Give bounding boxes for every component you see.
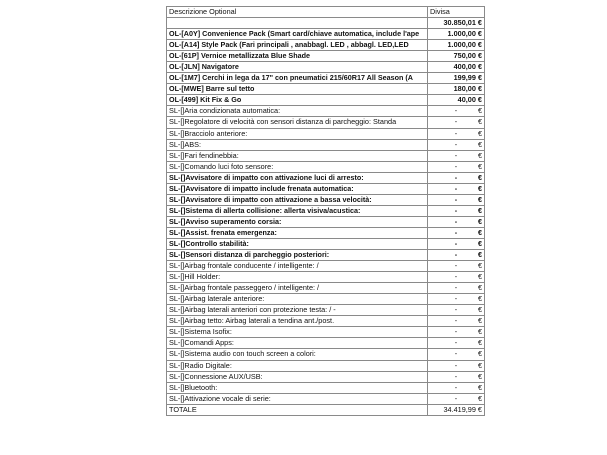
row-value-dash: - xyxy=(454,117,458,127)
row-currency-symbol: € xyxy=(477,106,482,116)
row-description: SL-[]Sistema Isofix: xyxy=(167,327,428,338)
row-value-dash: - xyxy=(454,349,458,359)
table-row xyxy=(167,205,485,216)
row-description: SL-[]ABS: xyxy=(167,139,428,150)
row-description: SL-[]Avvisatore di impatto include frenata automatica: xyxy=(167,183,428,194)
row-value-dash: - xyxy=(454,227,458,237)
row-value xyxy=(428,382,485,393)
row-description: SL-[]Airbag frontale passeggero / intelligente: / xyxy=(167,283,428,294)
row-description: SL-[]Attivazione vocale di serie: xyxy=(167,393,428,404)
row-value-dash: - xyxy=(454,393,458,403)
row-description: SL-[]Regolatore di velocità con sensori distanza di parcheggio: Standa xyxy=(167,117,428,128)
row-description: OL-[499] Kit Fix & Go xyxy=(167,95,428,106)
row-description: OL-[61P] Vernice metallizzata Blue Shade xyxy=(167,51,428,62)
row-currency-symbol: € xyxy=(477,238,482,248)
row-description: SL-[]Comandi Apps: xyxy=(167,338,428,349)
table-row xyxy=(167,106,485,117)
row-value-dash: - xyxy=(454,128,458,138)
row-value: 199,99 € xyxy=(428,73,485,84)
row-currency-symbol: € xyxy=(477,382,482,392)
row-value xyxy=(428,161,485,172)
table-row xyxy=(167,139,485,150)
row-description: SL-[]Airbag frontale conducente / intelligente: / xyxy=(167,261,428,272)
table-row xyxy=(167,51,485,62)
row-description: SL-[]Radio Digitale: xyxy=(167,360,428,371)
table-row xyxy=(167,117,485,128)
row-currency-symbol: € xyxy=(477,316,482,326)
row-value xyxy=(428,327,485,338)
row-description: SL-[]Bluetooth: xyxy=(167,382,428,393)
row-value-dash: - xyxy=(454,161,458,171)
table-row xyxy=(167,227,485,238)
row-description: SL-[]Sensori distanza di parcheggio posteriori: xyxy=(167,250,428,261)
optionals-table xyxy=(166,6,485,416)
row-currency-symbol: € xyxy=(477,261,482,271)
table-row xyxy=(167,95,485,106)
row-currency-symbol: € xyxy=(477,305,482,315)
row-currency-symbol: € xyxy=(477,227,482,237)
row-currency-symbol: € xyxy=(477,349,482,359)
row-value xyxy=(428,172,485,183)
row-currency-symbol: € xyxy=(477,283,482,293)
table-row xyxy=(167,73,485,84)
row-value xyxy=(428,183,485,194)
row-description: SL-[]Sistema di allerta collisione: allerta visiva/acustica: xyxy=(167,205,428,216)
table-row xyxy=(167,327,485,338)
base-value: 30.850,01 € xyxy=(428,18,485,29)
row-value xyxy=(428,338,485,349)
row-value xyxy=(428,371,485,382)
base-value-row xyxy=(167,18,485,29)
row-value-dash: - xyxy=(454,272,458,282)
row-value-dash: - xyxy=(454,216,458,226)
row-value-dash: - xyxy=(454,382,458,392)
row-description: OL-[1M7] Cerchi in lega da 17" con pneumatici 215/60R17 All Season (A xyxy=(167,73,428,84)
row-value xyxy=(428,227,485,238)
row-value-dash: - xyxy=(454,150,458,160)
row-description: SL-[]Assist. frenata emergenza: xyxy=(167,227,428,238)
table-row xyxy=(167,161,485,172)
row-description: SL-[]Avviso superamento corsia: xyxy=(167,216,428,227)
row-value-dash: - xyxy=(454,316,458,326)
total-row xyxy=(167,404,485,415)
row-value xyxy=(428,128,485,139)
row-value xyxy=(428,106,485,117)
table-row xyxy=(167,183,485,194)
total-label: TOTALE xyxy=(167,404,428,415)
row-currency-symbol: € xyxy=(477,139,482,149)
header-currency: Divisa xyxy=(428,7,485,18)
row-value xyxy=(428,261,485,272)
row-currency-symbol: € xyxy=(477,294,482,304)
base-value-desc-cell xyxy=(167,18,428,29)
row-description: OL-[A14] Style Pack (Fari principali , anabbagl. LED , abbagl. LED,LED xyxy=(167,40,428,51)
row-value xyxy=(428,250,485,261)
row-value-dash: - xyxy=(454,194,458,204)
row-description: SL-[]Airbag laterali anteriori con protezione testa: / - xyxy=(167,305,428,316)
table-row xyxy=(167,194,485,205)
row-currency-symbol: € xyxy=(477,205,482,215)
row-value-dash: - xyxy=(454,305,458,315)
row-value xyxy=(428,360,485,371)
table-row xyxy=(167,338,485,349)
row-value xyxy=(428,150,485,161)
row-value-dash: - xyxy=(454,338,458,348)
row-description: SL-[]Comando luci foto sensore: xyxy=(167,161,428,172)
row-value-dash: - xyxy=(454,327,458,337)
row-currency-symbol: € xyxy=(477,128,482,138)
row-description: SL-[]Sistema audio con touch screen a colori: xyxy=(167,349,428,360)
row-value: 750,00 € xyxy=(428,51,485,62)
row-value xyxy=(428,139,485,150)
row-description: SL-[]Fari fendinebbia: xyxy=(167,150,428,161)
row-value: 1.000,00 € xyxy=(428,29,485,40)
row-value-dash: - xyxy=(454,139,458,149)
row-value xyxy=(428,194,485,205)
row-currency-symbol: € xyxy=(477,161,482,171)
row-currency-symbol: € xyxy=(477,371,482,381)
row-value xyxy=(428,316,485,327)
row-value xyxy=(428,117,485,128)
row-value-dash: - xyxy=(454,371,458,381)
table-row xyxy=(167,382,485,393)
table-row xyxy=(167,150,485,161)
table-row xyxy=(167,371,485,382)
row-value xyxy=(428,272,485,283)
row-description: SL-[]Connessione AUX/USB: xyxy=(167,371,428,382)
header-description: Descrizione Optional xyxy=(167,7,428,18)
row-description: SL-[]Avvisatore di impatto con attivazione a bassa velocità: xyxy=(167,194,428,205)
row-value: 40,00 € xyxy=(428,95,485,106)
row-currency-symbol: € xyxy=(477,327,482,337)
row-value xyxy=(428,238,485,249)
table-row xyxy=(167,305,485,316)
table-row xyxy=(167,216,485,227)
row-value-dash: - xyxy=(454,294,458,304)
row-value-dash: - xyxy=(454,205,458,215)
row-currency-symbol: € xyxy=(477,194,482,204)
optionals-table-body xyxy=(167,7,485,416)
row-description: SL-[]Aria condizionata automatica: xyxy=(167,106,428,117)
row-currency-symbol: € xyxy=(477,172,482,182)
row-value-dash: - xyxy=(454,172,458,182)
row-description: SL-[]Airbag laterale anteriore: xyxy=(167,294,428,305)
table-row xyxy=(167,84,485,95)
table-row xyxy=(167,250,485,261)
table-row xyxy=(167,40,485,51)
row-currency-symbol: € xyxy=(477,216,482,226)
table-row xyxy=(167,272,485,283)
table-row xyxy=(167,172,485,183)
row-value-dash: - xyxy=(454,183,458,193)
row-value xyxy=(428,283,485,294)
row-value xyxy=(428,349,485,360)
row-value xyxy=(428,393,485,404)
row-value-dash: - xyxy=(454,360,458,370)
table-row xyxy=(167,62,485,73)
row-description: OL-[A0Y] Convenience Pack (Smart card/chiave automatica, include l'ape xyxy=(167,29,428,40)
table-row xyxy=(167,261,485,272)
row-value xyxy=(428,294,485,305)
row-currency-symbol: € xyxy=(477,250,482,260)
table-row xyxy=(167,238,485,249)
row-description: OL-[JLN] Navigatore xyxy=(167,62,428,73)
table-row xyxy=(167,360,485,371)
row-currency-symbol: € xyxy=(477,117,482,127)
table-row xyxy=(167,294,485,305)
row-value xyxy=(428,216,485,227)
row-description: SL-[]Airbag tetto: Airbag laterali a tendina ant./post. xyxy=(167,316,428,327)
row-description: SL-[]Bracciolo anteriore: xyxy=(167,128,428,139)
total-value: 34.419,99 € xyxy=(428,404,485,415)
row-value: 1.000,00 € xyxy=(428,40,485,51)
row-currency-symbol: € xyxy=(477,150,482,160)
table-row xyxy=(167,393,485,404)
row-value-dash: - xyxy=(454,238,458,248)
row-description: SL-[]Hill Holder: xyxy=(167,272,428,283)
row-value-dash: - xyxy=(454,250,458,260)
row-value-dash: - xyxy=(454,106,458,116)
row-description: SL-[]Avvisatore di impatto con attivazione luci di arresto: xyxy=(167,172,428,183)
row-currency-symbol: € xyxy=(477,183,482,193)
row-value xyxy=(428,305,485,316)
row-value xyxy=(428,205,485,216)
row-value-dash: - xyxy=(454,261,458,271)
table-header-row xyxy=(167,7,485,18)
table-row xyxy=(167,29,485,40)
table-row xyxy=(167,128,485,139)
table-row xyxy=(167,349,485,360)
row-description: OL-[MWE] Barre sul tetto xyxy=(167,84,428,95)
row-value: 400,00 € xyxy=(428,62,485,73)
row-currency-symbol: € xyxy=(477,393,482,403)
row-currency-symbol: € xyxy=(477,272,482,282)
table-row xyxy=(167,283,485,294)
row-value: 180,00 € xyxy=(428,84,485,95)
table-row xyxy=(167,316,485,327)
row-value-dash: - xyxy=(454,283,458,293)
row-description: SL-[]Controllo stabilità: xyxy=(167,238,428,249)
row-currency-symbol: € xyxy=(477,360,482,370)
row-currency-symbol: € xyxy=(477,338,482,348)
